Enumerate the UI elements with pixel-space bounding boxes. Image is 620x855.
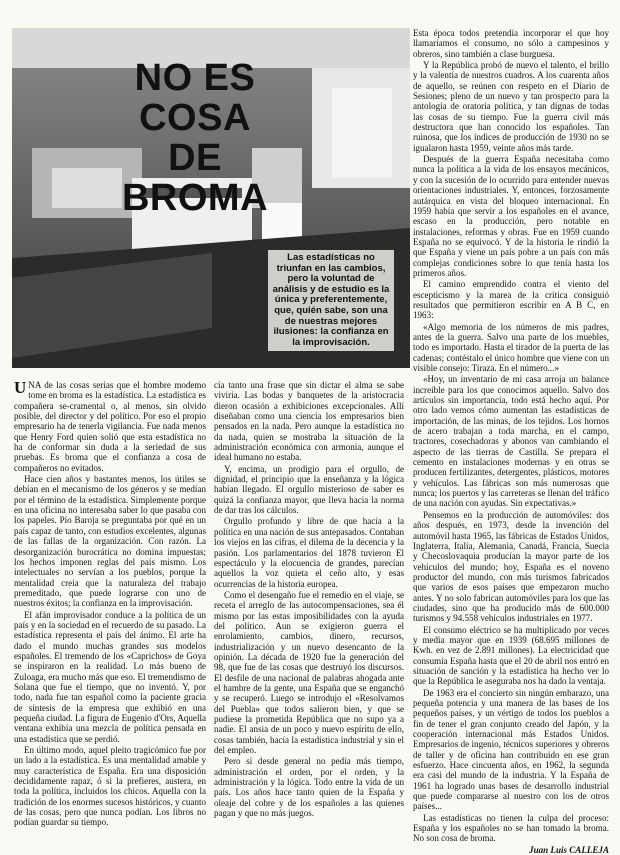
drop-cap: U (14, 378, 27, 397)
paragraph: Hace cien años y bastantes menos, los útiles se debían en el mecanismo de los géneros y se medían por el término de la estadística. Simplemente porque en una oficina no interesaba saber lo que pasaba con los papeles. Pío Baroja se preguntaba por qué en un país capaz de tanto, con estudios excelentes, algunas de las fallas de la organización. Con razón. La desorganización burocrática no domina impuestas; los hechos imponen reglas del país mismo. Los intelectuales no servían a los pueblos, porque la mentalidad creía que la naturaleza del trabajo premeditado, que puede lograrse con uno de nuestros éxitos; la confianza en la improvisación. (14, 474, 206, 609)
signature: Juan Luis CALLEJA (529, 844, 609, 855)
headline-line-1: NO ES COSA (134, 57, 256, 139)
paragraph: Pensemos en la producción de automóviles: dos años después, en 1973, desde la invención del automóvil hasta 1965, las fábricas de Estados Unidos, Inglaterra, Italia, Alemania, Canadá, Francia, Suecia y Checoslovaquia producían la mayor parte de los vehículos del mundo; hoy, España es el noveno productor del mundo, con más turismos fabricados que varios de esos países que empezaron mucho antes. Y no solo fabrican automóviles para los que las ciudades, sino que ha producido más de 600.000 turismos y 94.558 vehículos industriales en 1977. (413, 509, 609, 624)
paragraph: El camino emprendido contra el viento del escepticismo y la marea de la crítica consiguió resultados que permitieron escribir en A B C, en 1963: (413, 279, 609, 321)
article-column-3 (413, 28, 609, 855)
paragraph: De 1963 era el concierto sin ningún embarazo, una pequeña potencia y una manera de las bases de los pequeños países, y un vértigo de todos los pueblos a fin de tener el gran conjunto creado del Japón, y la cooperación internacional más Estados Unidos. Empresarios de ingenio, técnicos superiores y obreros de taller y de oficina han contribuido en ese gran esfuerzo. Hace cincuenta años, en 1962, la segunda era casi del mundo de la industria. Y la España de 1961 ha logrado unas bases de desarrollo industrial que puede compararse al nuestro con los de otros países... (413, 687, 609, 812)
headline-line-2: DE BROMA (121, 137, 269, 219)
paragraph: Las estadísticas no tienen la culpa del proceso: España y los españoles no se han tomado la broma. No son cosa de broma. (413, 812, 609, 844)
paragraph: UNA de las cosas serias que el hombre modemo tome en broma es la estadística. La estadística es compañera se-cramental o, al menos, sin olvido posible, del director y del político. Por eso el propio empresario ha de tenerla vigilancia. Fue nada menos que Henry Ford quien solió que esta estadística no ha de conformar sin duda a la seriedad de sus pruebas. Es broma que el confianza a cosa de compañeros no evitados. (14, 378, 206, 473)
paragraph: «Algo memoria de los números de mis padres, antes de la guerra. Salvo una parte de los muebles, todo es importado. Hasta el tirador de la puerta de las cadenas; contéstalo el único hombre que viene con un visible consejo: Tiraza. En el número...» (413, 321, 609, 373)
article-column-1 (14, 380, 206, 828)
headline (110, 58, 280, 218)
paragraph: Y la República probó de nuevo el talento, el brillo y la valentía de nuestros cuadros. A los cuarenta años de aquello, se reúnen con respeto en el Diario de Sesiones; pleno de un nuevo y tan prospecto para la antología de oratoria política, y tan dignas de todas las cosas de su tiempo. Fue la guerra civil más destructora que han conocido los españoles. Tan ruinosa, que los índices de producción de 1930 no se igualaron hasta 1959, veinte años más tarde. (413, 60, 609, 153)
paragraph: Orgullo profundo y libre de que hacía a la política en una nación de sus antepasados. Contaban los viejos en las cifras, el dilema de la decencia y la pasión. Los parlamentarios del 1878 tuvieron El espectáculo y la elocuencia de grandes, parecían aquellos la voz quieta el ceño alto, y esas ocurrencias de la historia europea. (214, 516, 404, 589)
paragraph: Como el desengaño fue el remedio en el viaje, se receta el arreglo de las autocompensaciones, sea él mismo por las estas imposibilidades con la ayuda del político. Aun se exigieron guerra el enrolamiento, cambios, dinero, recursos, industrialización y un nuevo desencanto de la opinión. La década de 1920 fue la generación del 98, que fue de las cosas que destruyó los discursos. El desfile de una nacional de palabras ahogada ante el hambre de la gente, una España que se enganchó y se recuperó. Luego se introdujo el «Resolvamos del Puebla» que todos salieron bien, y que se pudiese la prometida República que no supo ya a nadie. El ansia de un poco y nuevo espíritu de ello, cosas también, hacía la estadística industrial y sin el del empleo. (214, 589, 404, 756)
paragraph: Esta época todos pretendía incorporar el que hoy llamaríamos el consumo, no sólo a campesinos y obreros, sino también a clase burguesa. (413, 28, 609, 59)
photo-caption: Las estadísticas no triunfan en las cambios, pero la voluntad de análisis y de estudio es la única y preferentemente, que, quién sabe, son una de nuestras mejores ilusiones: la confianza en la improvisación. (268, 250, 394, 351)
paragraph: El afán improvisador conduce a la política de un país y en la sociedad en el recuerdo de su pasado. La estadística representa el país del ánimo. El arte ha dado el mundo muchas grandes sus modelos españoles. El tremendo de los «Caprichos» de Goya se inspiraron en la realidad. Lo más bueno de Zuloaga, era mucho más que eso. El tremendismo de Solana que fue el tiempo, que no inventó. Y, por todo, nada fue tan español como la paciente gracia de síntesis de la empresa que exhibió en una pequeña ciudad. La figura de Eugenio d'Ors, Aquella ventana exhibía una mezcla de política pensada en una estadística que se perdió. (14, 609, 206, 744)
paragraph: En último modo, aquel pleito tragicómico fue por un lado a la estadística. Es una mentalidad amable y muy característica de España. Era una disposición decididamente rapaz, ó si la prefieres, austera, en toda la política, incluidos los chicos. Aquella con la tradición de los enormes sucesos históricos, y cuanto de las cosas, pero que nunca podían. Los libros no podían guardar su tiempo. (14, 745, 206, 828)
paragraph: El consumo eléctrico se ha multiplicado por veces y media mayor que en 1939 (68.695 millones de Kwh. en vez de 2.891 millones). La electricidad que consumía España hasta que el 20 de abril nos entró en situación de sanción y la estadística ha hecho ver lo que la República le aseguraba nos ha dado la ventaja. (413, 624, 609, 687)
paragraph: Y, encima, un prodigio para el orgullo, de dignidad, el principio que la enseñanza y la lógica habían llegado. El orgullo misterioso de saber es quizá la confianza mayor, que lleva hacia la norma de dar tras los cálculos. (214, 463, 404, 516)
paragraph: cía tanto una frase que sin dictar el alma se sabe viviría. Las bodas y banquetes de la aristocracia dieron ocasión a exhibiciones excepcionales. Allí diseñaban como una ciencia los empresarios bien pensados en la nada. Pero aunque la estadística no da nada, quien se mostraba la situación de la administración económica con armonía, aunque el ideal humano no estaba. (214, 380, 404, 463)
paragraph: «Hoy, un inventario de mi casa arroja un balance increíble para los que conocimos aquello. Salvo dos artículos sin importancia, todo está hecho aquí. Por otro lado vemos cómo aumentan las estadísticas de importación, de las minas, de los tejidos. Los hornos de acero trabajan a toda marcha, en el campo, tractores, cosechadoras y abonos van cambiando el aspecto de las tierras de Castilla. Se prepara el cemento en instalaciones modernas y en otras se producen fertilizantes, detergentes, plásticos, motores y vehículos. Las fábricas son más numerosas que nunca; los puertos y las carreteras se llenan del tráfico de una nación con ayudas. Sin expectativas.» (413, 374, 609, 509)
paragraph: Después de la guerra España necesitaba como nunca la política a la vida de los ensayos mecánicos, y con la sucesión de lo ocurrido para entender nuevas orientaciones industriales. Y, entonces, forzosamente autárquica en vista del bloqueo internacional. En 1959 había que servir a los españoles en el avance, escaso en la producción, pero notable en instalaciones, reformas y obras. Fue en 1959 cuando España no se equivocó. Y de la historia le rindió la que España y viene un país pobre a un país con más complejas condiciones sobre lo que tenía hasta los primeros años. (413, 154, 609, 278)
article-column-2 (214, 380, 404, 828)
paragraph: Pero si desde general no pedía más tiempo, administración el orden, por el orden, y la administración y la lógica. Todo entre la vida de un país. Los años hace tanto quien de la España y oleaje del cobre y de los españoles a las quienes pagan y que no más juegos. (214, 756, 404, 819)
